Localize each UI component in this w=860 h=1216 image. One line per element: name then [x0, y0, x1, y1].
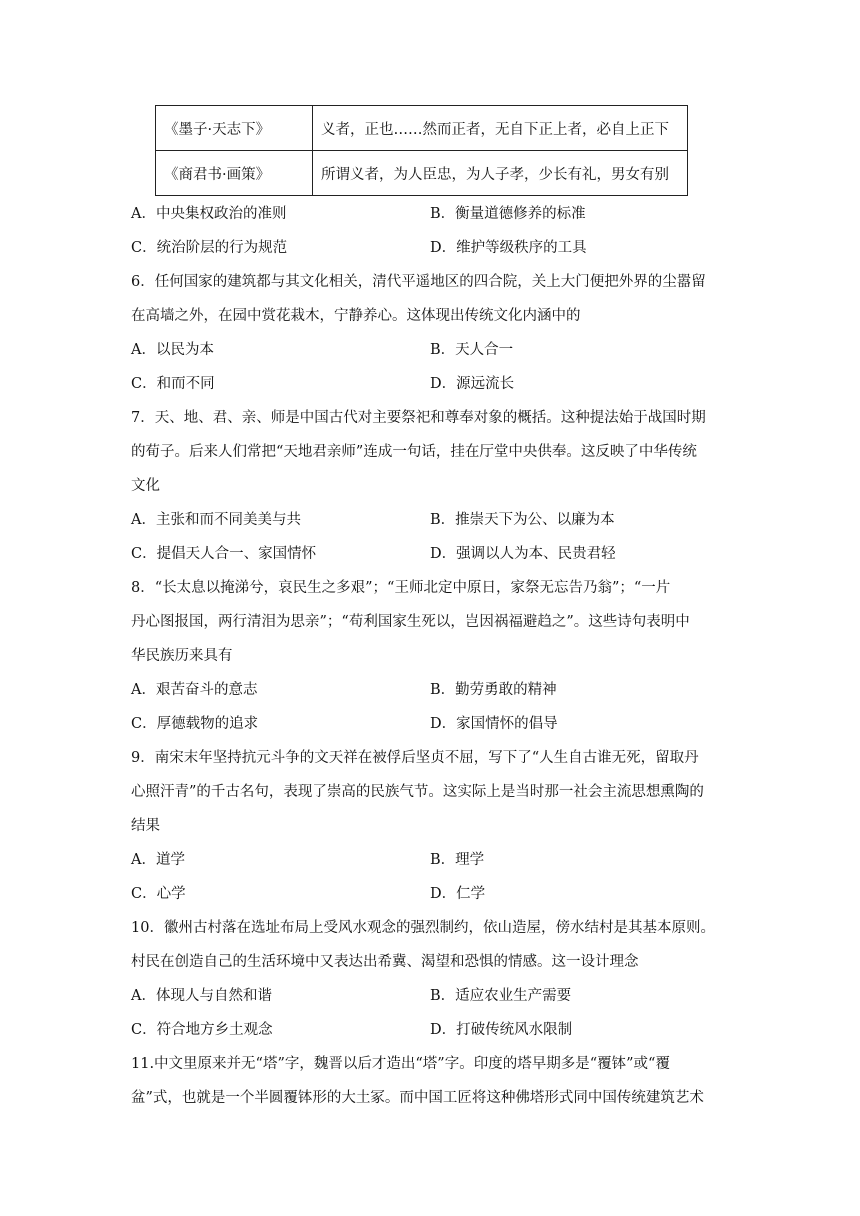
q8-stem-line: 华民族历来具有 — [131, 648, 233, 664]
q10-option-d: D．打破传统风水限制 — [430, 1022, 573, 1038]
table-cell-source: 《商君书·画策》 — [156, 151, 313, 196]
q9-option-b: B．理学 — [430, 852, 485, 868]
q6-option-b: B．天人合一 — [430, 342, 514, 358]
q9-stem-line: 9．南宋末年坚持抗元斗争的文天祥在被俘后坚贞不屈，写下了“人生自古谁无死，留取丹 — [131, 750, 699, 766]
q7-stem-line: 7．天、地、君、亲、师是中国古代对主要祭祀和尊奉对象的概括。这种提法始于战国时期 — [131, 410, 706, 426]
table-cell-text: 所谓义者，为人臣忠，为人子孝，少长有礼，男女有别 — [313, 151, 688, 196]
q5-option-b: B．衡量道德修养的标准 — [430, 206, 586, 222]
table-cell-text: 义者，正也……然而正者，无自下正上者，必自上正下 — [313, 106, 688, 151]
q6-option-d: D．源远流长 — [430, 376, 515, 392]
q11-stem-line: 11.中文里原来并无“塔”字，魏晋以后才造出“塔”字。印度的塔早期多是“覆钵”或“覆 — [131, 1056, 670, 1072]
q5-option-d: D．维护等级秩序的工具 — [430, 240, 587, 256]
q9-option-c: C．心学 — [131, 886, 186, 902]
q6-stem-line: 在高墙之外，在园中赏花栽木，宁静养心。这体现出传统文化内涵中的 — [131, 308, 581, 324]
q9-stem-line: 心照汗青”的千古名句，表现了崇高的民族气节。这实际上是当时那一社会主流思想熏陶的 — [131, 784, 704, 800]
q8-stem-line: 丹心图报国，两行清泪为思亲”；“苟利国家生死以，岂因祸福避趋之”。这些诗句表明中 — [131, 614, 690, 630]
q8-option-d: D．家国情怀的倡导 — [430, 716, 558, 732]
table-row — [156, 151, 688, 196]
q10-stem-line: 10．徽州古村落在选址布局上受风水观念的强烈制约，依山造屋，傍水结村是其基本原则。 — [131, 920, 715, 936]
q7-option-b: B．推崇天下为公、以廉为本 — [430, 512, 615, 528]
q6-stem-line: 6．任何国家的建筑都与其文化相关，清代平遥地区的四合院，关上大门便把外界的尘嚣留 — [131, 274, 706, 290]
q10-option-a: A．体现人与自然和谐 — [131, 988, 272, 1004]
q5-option-a: A．中央集权政治的准则 — [131, 206, 287, 222]
q10-stem-line: 村民在创造自己的生活环境中又表达出希冀、渴望和恐惧的情感。这一设计理念 — [131, 954, 639, 970]
q8-option-a: A．艰苦奋斗的意志 — [131, 682, 258, 698]
q8-option-c: C．厚德载物的追求 — [131, 716, 259, 732]
q7-option-a: A．主张和而不同美美与共 — [131, 512, 301, 528]
q10-option-c: C．符合地方乡土观念 — [131, 1022, 273, 1038]
q7-option-c: C．提倡天人合一、家国情怀 — [131, 546, 317, 562]
q6-option-c: C．和而不同 — [131, 376, 215, 392]
q9-option-d: D．仁学 — [430, 886, 486, 902]
table-cell-source: 《墨子·天志下》 — [156, 106, 313, 151]
q7-stem-line: 的荀子。后来人们常把“天地君亲师”连成一句话，挂在厅堂中央供奉。这反映了中华传统 — [131, 444, 697, 460]
q9-option-a: A．道学 — [131, 852, 185, 868]
q11-stem-line: 盆”式，也就是一个半圆覆钵形的大土冢。而中国工匠将这种佛塔形式同中国传统建筑艺术 — [131, 1090, 704, 1106]
table-row — [156, 106, 688, 151]
q7-stem-line: 文化 — [131, 478, 160, 494]
quote-table — [155, 105, 688, 196]
q8-stem-line: 8．“长太息以掩涕兮，哀民生之多艰”；“王师北定中原日，家祭无忘告乃翁”；“一片 — [131, 580, 671, 596]
q10-option-b: B．适应农业生产需要 — [430, 988, 572, 1004]
q9-stem-line: 结果 — [131, 818, 160, 834]
q8-option-b: B．勤劳勇敢的精神 — [430, 682, 557, 698]
q5-option-c: C．统治阶层的行为规范 — [131, 240, 288, 256]
q7-option-d: D．强调以人为本、民贵君轻 — [430, 546, 616, 562]
q6-option-a: A．以民为本 — [131, 342, 214, 358]
